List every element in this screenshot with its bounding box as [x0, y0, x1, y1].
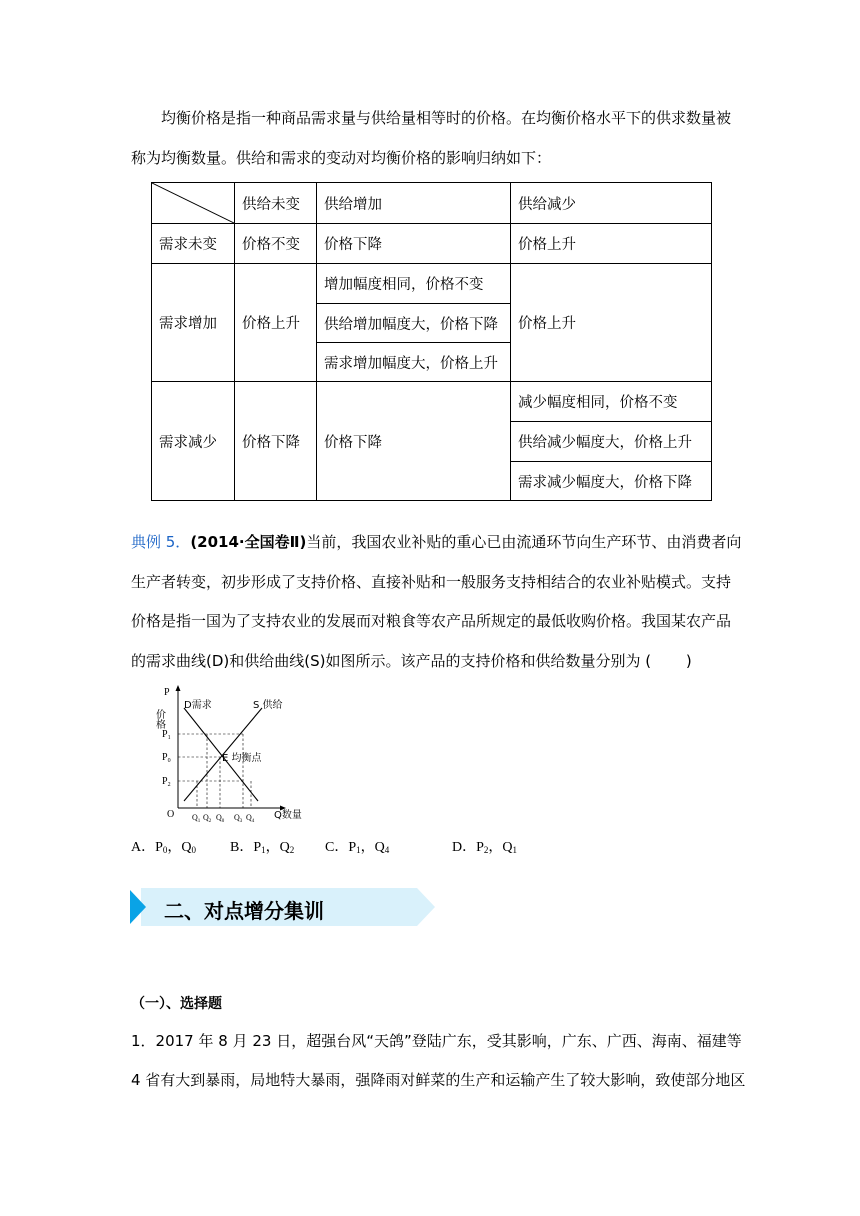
p-tick: $P_0$: [162, 752, 171, 764]
guide-lines: [178, 734, 251, 808]
y-axis-label: P: [164, 687, 170, 698]
y-axis-name: 价格: [153, 709, 165, 729]
demand-label: D需求: [184, 700, 212, 711]
question-1-line-1: 1．2017 年 8 月 23 日，超强台风“天鸽”登陆广东，受其影响，广东、广西、海南、福建等: [131, 1032, 742, 1050]
table-cell: 价格下降: [317, 224, 511, 264]
table-cell: 价格上升: [511, 264, 712, 382]
intro-line-2: 称为均衡数量。供给和需求的变动对均衡价格的影响归纳如下：: [131, 149, 552, 167]
origin-label: O: [167, 809, 175, 820]
p-tick: $P_2$: [162, 776, 171, 788]
example-source: (2014·全国卷Ⅱ): [190, 533, 307, 551]
subsection-title: （一）、选择题: [131, 996, 222, 1012]
supply-label: S 供给: [253, 700, 283, 711]
equilibrium-label: E 均衡点: [222, 753, 262, 764]
option-b[interactable]: B．$P_1$，$Q_2$: [230, 840, 295, 855]
question-1-line-2: 4 省有大到暴雨，局地特大暴雨，强降雨对鲜菜的生产和运输产生了较大影响，致使部分地区: [131, 1071, 746, 1089]
example-line-4: 的需求曲线(D)和供给曲线(S)如图所示。该产品的支持价格和供给数量分别为 ( ): [131, 652, 692, 670]
supply-demand-table: [151, 182, 712, 501]
table-cell: 供给减少幅度大，价格上升: [511, 422, 712, 462]
supply-demand-graph: [150, 684, 320, 826]
table-cell: 价格下降: [317, 382, 511, 501]
table-cell: 减少幅度相同，价格不变: [511, 382, 712, 422]
option-d[interactable]: D．$P_2$，$Q_1$: [452, 840, 518, 855]
intro-line-1: 均衡价格是指一种商品需求量与供给量相等时的价格。在均衡价格水平下的供求数量被: [161, 109, 732, 127]
row-label: 需求减少: [152, 382, 235, 501]
table-cell: 需求减少幅度大，价格下降: [511, 462, 712, 501]
q-tick: $Q_0$: [216, 813, 225, 824]
q-tick: $Q_4$: [246, 813, 255, 824]
row-label: 需求未变: [152, 224, 235, 264]
table-cell: 价格不变: [235, 224, 317, 264]
diagonal-line: [152, 183, 234, 223]
q-tick: $Q_1$: [192, 813, 201, 824]
diagonal-header-cell: [152, 183, 235, 224]
option-c[interactable]: C．$P_1$，$Q_4$: [325, 840, 390, 855]
header-cell: 供给未变: [235, 183, 317, 224]
table-cell: 价格上升: [235, 264, 317, 382]
example-label: 典例 5．: [131, 533, 191, 551]
section-title: 二、对点增分集训: [164, 899, 324, 923]
q-tick: $Q_3$: [234, 813, 243, 824]
example-line-2: 生产者转变，初步形成了支持价格、直接补贴和一般服务支持相结合的农业补贴模式。支持: [131, 573, 732, 591]
table-cell: 增加幅度相同，价格不变: [317, 264, 511, 304]
table-cell: 价格上升: [511, 224, 712, 264]
p-tick: $P_1$: [162, 729, 171, 741]
option-a[interactable]: A．$P_0$，$Q_0$: [131, 840, 197, 855]
row-label: 需求增加: [152, 264, 235, 382]
example-line-1: 典例 5．(2014·全国卷Ⅱ)当前，我国农业补贴的重心已由流通环节向生产环节、由消费者向: [131, 533, 742, 551]
example-line-3: 价格是指一国为了支持农业的发展而对粮食等农产品所规定的最低收购价格。我国某农产品: [131, 612, 732, 630]
header-cell: 供给减少: [511, 183, 712, 224]
x-axis-label: Q数量: [274, 810, 302, 821]
y-axis-arrow: [176, 685, 181, 691]
q-tick: $Q_2$: [203, 813, 212, 824]
table-cell: 价格下降: [235, 382, 317, 501]
header-cell: 供给增加: [317, 183, 511, 224]
table-cell: 需求增加幅度大，价格上升: [317, 343, 511, 382]
table-cell: 供给增加幅度大，价格下降: [317, 304, 511, 343]
